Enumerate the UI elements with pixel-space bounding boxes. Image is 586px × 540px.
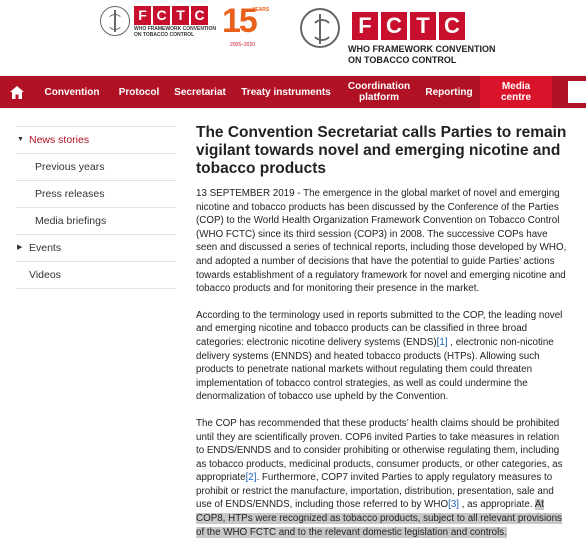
nav-treaty-instruments[interactable]: Treaty instruments — [241, 86, 331, 98]
logo-letter: T — [172, 6, 189, 25]
sidebar-item-videos[interactable] — [16, 262, 176, 289]
subtitle-line: ON TOBACCO CONTROL — [348, 55, 457, 65]
home-icon[interactable] — [0, 76, 34, 108]
article-title: The Convention Secretariat calls Parties to remain vigilant towards novel and emerging nicotine and tobacco products — [196, 124, 567, 177]
logo-letter: C — [153, 6, 170, 25]
search-input[interactable] — [568, 81, 586, 103]
fctc-main-subtitle — [348, 44, 496, 66]
anniversary-range: 2005–2020 — [230, 42, 256, 48]
fctc-small-logo[interactable] — [100, 6, 216, 38]
sidebar-menu — [16, 126, 176, 289]
sidebar-item-news-stories[interactable] — [16, 126, 176, 154]
sidebar-item-label: Events — [29, 242, 62, 254]
logo-letter: C — [439, 12, 465, 40]
caret-right-icon: ▶ — [17, 244, 23, 251]
logo-letter: F — [352, 12, 378, 40]
logo-letter: C — [381, 12, 407, 40]
article — [196, 124, 570, 539]
sidebar-item-label: News stories — [29, 134, 90, 146]
footnote-link-3[interactable]: [3] — [448, 499, 460, 511]
anniversary-years-label: YEARS — [252, 7, 270, 13]
sidebar-item-label: Media briefings — [35, 215, 107, 227]
logo-letter: C — [191, 6, 208, 25]
footnote-link-1[interactable]: [1] — [436, 336, 448, 348]
paragraph-text: , electronic non-nicotine delivery systems (ENNDS) and heated tobacco products (HTPs). Allowing such products to penetrate national markets without regulating them could threaten implementation of tobacco control strategies, as well as could undermine the denormalization of tobacco use upheld by the Convention. — [196, 336, 554, 403]
paragraph-text: According to the terminology used in reports submitted to the COP, the leading novel and emerging nicotine and tobacco products can be classified in three broad categories: electronic nicotine delivery systems (ENDS) — [196, 309, 563, 348]
nav-secretariat[interactable]: Secretariat — [174, 86, 226, 98]
paragraph-text: . Furthermore, COP7 invited Parties to apply regulatory measures to prohibit or restrict the manufacture, importation, distribution, presentation, sale and use of ENDS/ENNDS, including those referred to by WHO — [196, 472, 554, 511]
nav-protocol[interactable]: Protocol — [118, 86, 160, 98]
paragraph-text: , as appropriate. — [459, 499, 535, 511]
sidebar-item-previous-years[interactable] — [16, 154, 176, 181]
fctc-letters — [352, 12, 468, 40]
subtitle-line: WHO FRAMEWORK CONVENTION — [348, 44, 496, 54]
anniversary-number: 15 — [222, 2, 256, 40]
logo-letter: F — [134, 6, 151, 25]
fctc-small-subtitle — [134, 26, 216, 38]
fctc-letters — [134, 6, 216, 25]
main-nav — [0, 76, 586, 108]
sidebar-item-media-briefings[interactable] — [16, 208, 176, 235]
logo-letter: T — [410, 12, 436, 40]
who-emblem-icon — [300, 8, 340, 48]
footnote-link-2[interactable]: [2] — [245, 472, 257, 484]
who-emblem-icon — [100, 6, 130, 36]
nav-media-centre[interactable]: Media centre — [480, 76, 552, 108]
anniversary-badge — [222, 2, 270, 50]
article-paragraph-2 — [196, 309, 570, 404]
sidebar-item-press-releases[interactable] — [16, 181, 176, 208]
subtitle-line: ON TOBACCO CONTROL — [134, 32, 195, 38]
highlighted-text: At COP8, HTPs were recognized as tobacco products, subject to all relevant provisions of the WHO FCTC and to the relevant domestic legislation and controls. — [196, 499, 562, 538]
sidebar-item-label: Videos — [29, 269, 61, 281]
caret-down-icon: ▼ — [17, 136, 24, 143]
nav-reporting[interactable]: Reporting — [425, 86, 473, 98]
site-header — [0, 0, 586, 76]
sidebar-item-label: Press releases — [35, 188, 105, 200]
nav-coordination-platform[interactable]: Coordination platform — [347, 81, 411, 103]
subtitle-line: WHO FRAMEWORK CONVENTION — [134, 26, 216, 32]
sidebar-item-events[interactable] — [16, 235, 176, 262]
sidebar-item-label: Previous years — [35, 161, 105, 173]
article-paragraph-3 — [196, 417, 570, 539]
nav-convention[interactable]: Convention — [44, 86, 100, 98]
article-paragraph-1: 13 SEPTEMBER 2019 - The emergence in the global market of novel and emerging nicotine and tobacco products has been discussed by the Conference of the Parties (COP) to the World Health Organization Framework Convention on Tobacco Control (WHO FCTC) since its third session (COP3) in 2008. The successive COPs have seen and discussed a series of technical reports, including those developed by WHO, and adopted a number of decisions that have the potential to guide Parties’ actions towards establishment of a regulatory framework for novel and emerging nicotine and tobacco products and for monitoring their presence in the market. — [196, 188, 567, 295]
paragraph-text: The COP has recommended that these products’ health claims should be prohibited until they are scientifically proven. COP6 invited Parties to take measures in relation to ENDS/ENNDS and to consider prohibiting or otherwise regulating them, including as tobacco products, medicinal products, consumer products, or other categories, as appropriate — [196, 417, 563, 484]
